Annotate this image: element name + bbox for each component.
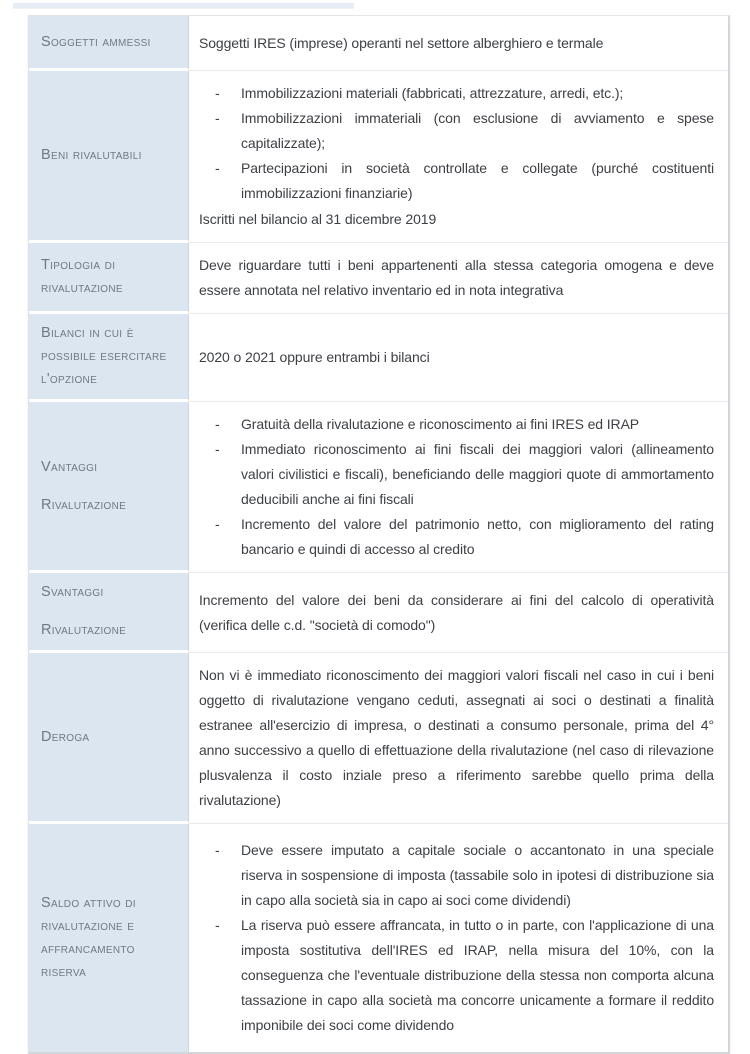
row-label-cell [29,653,189,824]
bullet-dash: - [215,917,220,933]
revaluation-info-table [28,15,730,1054]
bullet-dash: - [215,110,220,126]
row-label-cell [29,402,189,573]
bullet-text: Partecipazioni in società controllate e collegate (purché costituenti immobilizzazioni finanziarie) [241,160,714,201]
row-content-cell [189,314,728,402]
table-row [29,314,728,402]
row-label-secondary: Rivalutazione [41,496,127,513]
row-label: Beni rivalutabili [41,147,142,163]
bullet-dash: - [215,416,220,432]
row-content-cell [189,573,728,653]
bullet-text: Gratuità della rivalutazione e riconoscimento ai fini IRES ed IRAP [241,416,640,432]
row-content-cell [189,16,728,71]
bullet-item [199,81,714,106]
paragraph: Iscritti nel bilancio al 31 dicembre 2019 [199,211,437,227]
bullet-dash: - [215,441,220,457]
row-content-cell [189,402,728,573]
table-row [29,16,728,71]
row-label: Saldo attivo di rivalutazione e affrancamento riserva [41,895,136,980]
bullet-text: Immobilizzazioni materiali (fabbricati, attrezzature, arredi, etc.); [241,85,624,101]
row-content-cell [189,824,728,1052]
bullet-dash: - [215,516,220,532]
row-label-cell [29,16,189,71]
table-row [29,653,728,824]
bullet-item [199,412,714,437]
bullet-text: Incremento del valore del patrimonio netto, con miglioramento del rating bancario e quindi di accesso al credito [241,516,714,557]
table-row [29,402,728,573]
paragraph: 2020 o 2021 oppure entrambi i bilanci [199,349,430,365]
row-label-secondary: Rivalutazione [41,622,127,638]
table-row [29,243,728,314]
table-row [29,824,728,1052]
row-label-cell [29,243,189,314]
table-row [29,573,728,653]
bullet-item [199,913,714,1038]
row-content-cell [189,243,728,314]
bullet-item [199,512,714,562]
row-label: Tipologia di rivalutazione [41,257,123,296]
paragraph: Soggetti IRES (imprese) operanti nel settore alberghiero e termale [199,34,604,51]
row-label: Svantaggi [41,584,104,600]
row-label: Bilanci in cui è possibile esercitare l'opzione [41,325,167,387]
paragraph: Non vi è immediato riconoscimento dei maggiori valori fiscali nel caso in cui i beni oggetto di rivalutazione vengano ceduti, assegnati ai soci o destinati a finalità estranee all'esercizio di impresa, o destinati a consumo personale, prima del 4° anno successivo a quello di effettuazione della rivalutazione (nel caso di rilevazione plusvalenza il costo inziale preso a riferimento sarebbe quello prima della rivalutazione) [199,667,714,808]
bullet-dash: - [215,85,220,101]
bullet-item [199,838,714,913]
bullet-text: Immediato riconoscimento ai fini fiscali dei maggiori valori (allineamento valori civilistici e fiscali), beneficiando delle maggiori quote di ammortamento deducibili anche ai fini fiscali [241,441,714,507]
row-content-cell [189,71,728,243]
bullet-text: La riserva può essere affrancata, in tutto o in parte, con l'applicazione di una imposta sostitutiva dell'IRES ed IRAP, nella misura del 10%, con la conseguenza che l'eventuale distribuzione della stessa non comporta alcuna tassazione in capo alla società ma concorre unicamente a formare il reddito imponibile dei soci come dividendo [241,917,714,1033]
row-label: Deroga [41,728,90,745]
table-row [29,71,728,243]
bullet-item [199,106,714,156]
bullet-text: Deve essere imputato a capitale sociale o accantonato in una speciale riserva in sospensione di imposta (tassabile solo in ipotesi di distribuzione sia in capo alla società sia in capo ai soci come dividendi) [241,842,714,908]
paragraph: Incremento del valore dei beni da considerare ai fini del calcolo di operatività (verifica delle c.d. "società di comodo") [199,591,714,633]
row-label: Vantaggi [41,458,98,475]
bullet-dash: - [215,842,220,858]
cropped-previous-row-sliver [13,3,354,9]
row-content-cell [189,653,728,824]
bullet-text: Immobilizzazioni immateriali (con esclusione di avviamento e spese capitalizzate); [241,110,714,151]
row-label-cell [29,71,189,243]
bullet-dash: - [215,160,220,176]
paragraph: Deve riguardare tutti i beni appartenenti alla stessa categoria omogena e deve essere annotata nel relativo inventario ed in nota integrativa [199,257,714,298]
row-label: Soggetti ammessi [41,33,151,50]
bullet-item [199,437,714,512]
bullet-item [199,156,714,206]
row-label-cell [29,824,189,1052]
row-label-cell [29,314,189,402]
table-body [29,16,728,1052]
row-label-cell [29,573,189,653]
